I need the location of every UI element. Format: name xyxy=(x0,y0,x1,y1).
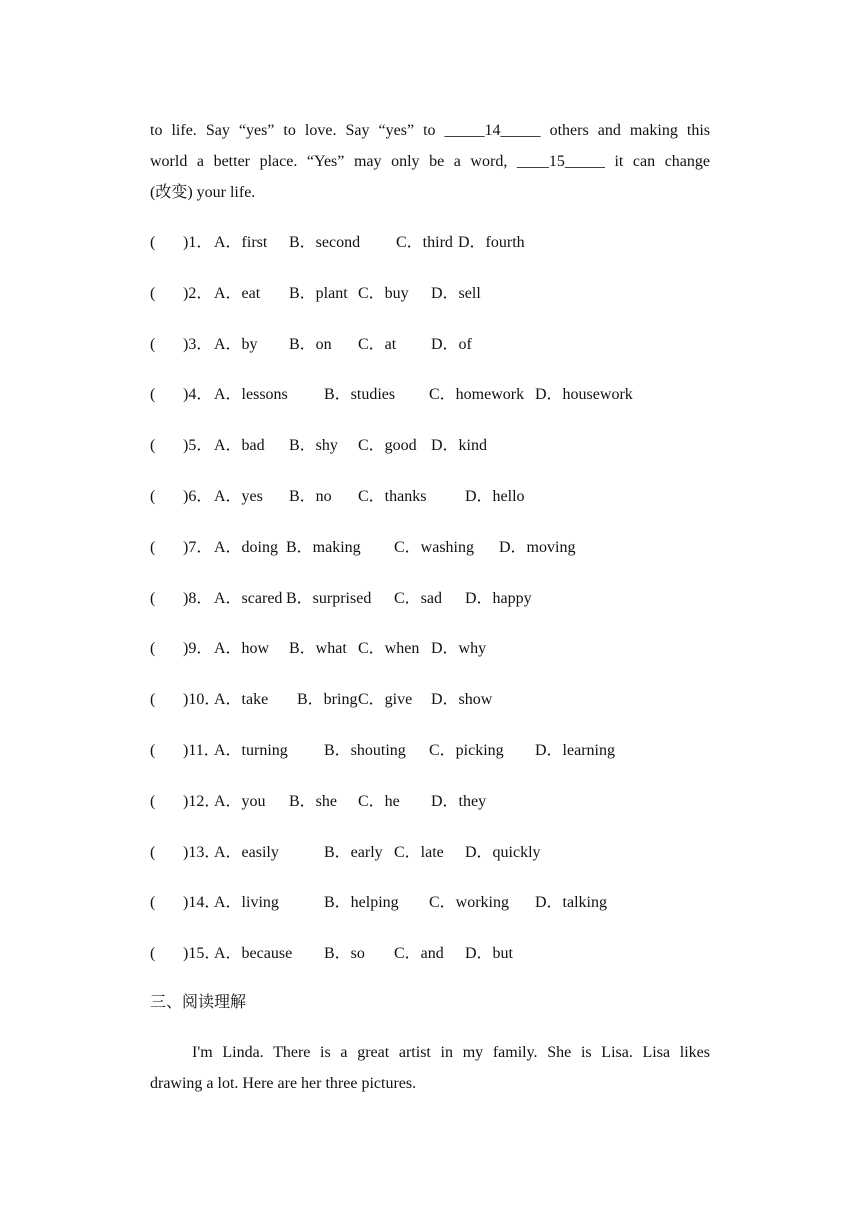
question-row xyxy=(150,485,710,509)
option-b: B．surprised xyxy=(286,589,372,607)
option-a: A．how xyxy=(214,640,270,658)
answer-blank: ( xyxy=(150,945,156,963)
question-number: )7． xyxy=(183,538,213,556)
option-a: A．you xyxy=(214,792,266,810)
question-number: )14． xyxy=(183,894,221,912)
option-d: D．why xyxy=(431,640,487,658)
option-d: D．of xyxy=(431,335,472,353)
question-number: )11． xyxy=(183,742,220,759)
option-d: D．they xyxy=(431,792,487,810)
option-d: D．happy xyxy=(465,589,532,607)
answer-blank: ( xyxy=(150,386,156,404)
option-d: D．fourth xyxy=(458,234,525,251)
passage-line: (改变) your life. xyxy=(150,184,256,201)
question-row xyxy=(150,891,710,915)
question-number: )15． xyxy=(183,945,221,963)
option-b: B．so xyxy=(324,945,365,963)
document-page xyxy=(150,0,710,1214)
answer-blank: ( xyxy=(150,437,156,455)
option-a: A．scared xyxy=(214,589,283,607)
option-d: D．kind xyxy=(431,437,488,455)
option-a: A．turning xyxy=(214,742,288,759)
option-d: D．hello xyxy=(465,488,525,505)
question-row xyxy=(150,587,710,611)
question-row xyxy=(150,231,710,255)
option-a: A．take xyxy=(214,691,269,709)
option-b: B．plant xyxy=(289,284,348,302)
option-b: B．studies xyxy=(324,386,396,404)
answer-blank: ( xyxy=(150,589,156,607)
option-d: D．show xyxy=(431,691,493,709)
option-a: A．lessons xyxy=(214,386,288,404)
option-b: B．shy xyxy=(289,437,338,455)
option-c: C．and xyxy=(394,945,444,963)
answer-blank: ( xyxy=(150,894,156,912)
question-row xyxy=(150,383,710,407)
question-number: )2． xyxy=(183,284,213,302)
option-c: C．washing xyxy=(394,538,475,556)
option-b: B．on xyxy=(289,335,332,353)
option-b: B．helping xyxy=(324,894,399,912)
question-number: )3． xyxy=(183,335,213,353)
question-number: )8． xyxy=(183,589,213,607)
option-c: C．buy xyxy=(358,284,409,302)
question-number: )6． xyxy=(183,488,213,505)
option-c: C．late xyxy=(394,843,444,861)
answer-blank: ( xyxy=(150,843,156,861)
option-d: D．talking xyxy=(535,894,607,912)
option-d: D．moving xyxy=(499,538,576,556)
option-d: D．quickly xyxy=(465,843,541,861)
option-c: C．good xyxy=(358,437,417,455)
question-row xyxy=(150,536,710,560)
option-a: A．doing xyxy=(214,538,279,556)
answer-blank: ( xyxy=(150,335,156,353)
option-c: C．at xyxy=(358,335,397,353)
answer-blank: ( xyxy=(150,234,156,251)
option-a: A．by xyxy=(214,335,258,353)
question-row xyxy=(150,333,710,357)
reading-line: drawing a lot. Here are her three pictures. xyxy=(150,1075,417,1092)
question-row xyxy=(150,942,710,966)
question-row xyxy=(150,282,710,306)
reading-passage xyxy=(150,1037,710,1099)
option-c: C．thanks xyxy=(358,488,427,505)
question-row xyxy=(150,637,710,661)
option-a: A．bad xyxy=(214,437,265,455)
option-a: A．living xyxy=(214,894,279,912)
option-b: B．early xyxy=(324,843,383,861)
question-row xyxy=(150,841,710,865)
option-d: D．but xyxy=(465,945,514,963)
question-row xyxy=(150,790,710,814)
question-row xyxy=(150,739,710,763)
option-a: A．yes xyxy=(214,488,263,505)
passage-line: world a better place. “Yes” may only be a word, ____15_____ it can change xyxy=(150,153,710,170)
question-number: )4． xyxy=(183,386,213,404)
option-c: C．give xyxy=(358,691,413,709)
option-c: C．when xyxy=(358,640,420,658)
question-number: )10． xyxy=(183,691,221,709)
answer-blank: ( xyxy=(150,792,156,810)
answer-blank: ( xyxy=(150,742,156,759)
answer-blank: ( xyxy=(150,538,156,556)
option-a: A．eat xyxy=(214,284,261,302)
answer-blank: ( xyxy=(150,488,156,505)
option-b: B．shouting xyxy=(324,742,406,759)
option-b: B．she xyxy=(289,792,338,810)
option-c: C．working xyxy=(429,894,510,912)
option-d: D．learning xyxy=(535,742,615,759)
option-c: C．third xyxy=(396,234,453,251)
question-number: )12． xyxy=(183,792,221,810)
option-b: B．bring xyxy=(297,691,358,709)
question-number: )9． xyxy=(183,640,213,658)
option-d: D．sell xyxy=(431,284,481,302)
section-title: 三、阅读理解 xyxy=(150,994,247,1011)
option-c: C．sad xyxy=(394,589,443,607)
option-a: A．because xyxy=(214,945,293,963)
option-b: B．making xyxy=(286,538,361,556)
option-a: A．first xyxy=(214,234,268,251)
option-a: A．easily xyxy=(214,843,279,861)
answer-blank: ( xyxy=(150,640,156,658)
option-d: D．housework xyxy=(535,386,633,404)
question-row xyxy=(150,434,710,458)
question-number: )5． xyxy=(183,437,213,455)
passage-line: to life. Say “yes” to love. Say “yes” to _____14_____ others and making this xyxy=(150,122,710,139)
option-b: B．second xyxy=(289,234,361,251)
question-row xyxy=(150,688,710,712)
option-b: B．what xyxy=(289,640,347,658)
option-c: C．picking xyxy=(429,742,504,759)
answer-blank: ( xyxy=(150,284,156,302)
option-c: C．he xyxy=(358,792,400,810)
question-number: )13． xyxy=(183,843,221,861)
question-number: )1． xyxy=(183,234,213,251)
reading-line: I'm Linda. There is a great artist in my family. She is Lisa. Lisa likes xyxy=(192,1044,710,1061)
answer-blank: ( xyxy=(150,691,156,709)
passage-tail xyxy=(150,115,710,208)
option-c: C．homework xyxy=(429,386,525,404)
option-b: B．no xyxy=(289,488,332,505)
